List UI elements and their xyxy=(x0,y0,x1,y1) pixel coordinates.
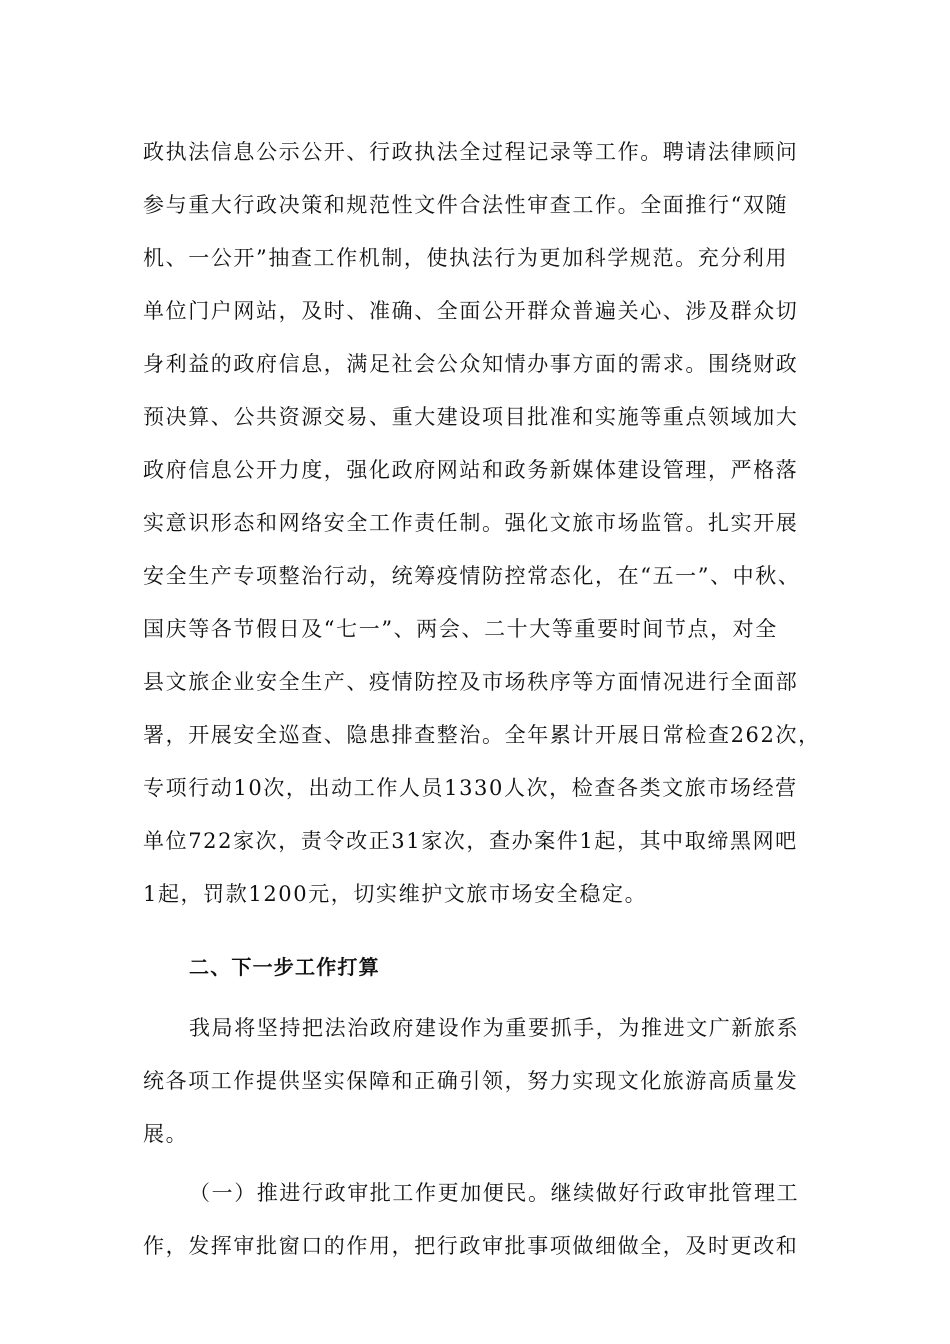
text-line: 统各项工作提供坚实保障和正确引领，努力实现文化旅游高质量发 xyxy=(143,1069,799,1093)
text-line: 单位722家次，责令改正31家次，查办案件1起，其中取缔黑网吧 xyxy=(143,829,798,853)
text-line: 署，开展安全巡查、隐患排查整治。全年累计开展日常检查262次， xyxy=(143,723,821,747)
text-line: 政府信息公开力度，强化政府网站和政务新媒体建设管理，严格落 xyxy=(143,458,799,482)
text-line: 我局将坚持把法治政府建设作为重要抓手，为推进文广新旅系 xyxy=(189,1016,800,1040)
text-line: 国庆等各节假日及“七一”、两会、二十大等重要时间节点，对全 xyxy=(143,617,778,641)
text-line: 专项行动10次，出动工作人员1330人次，检查各类文旅市场经营 xyxy=(143,776,798,800)
text-line: 参与重大行政决策和规范性文件合法性审查工作。全面推行“双随 xyxy=(143,193,789,217)
section-heading: 二、下一步工作打算 xyxy=(189,955,380,979)
text-line: 县文旅企业安全生产、疫情防控及市场秩序等方面情况进行全面部 xyxy=(143,670,799,694)
text-line: 作，发挥审批窗口的作用，把行政审批事项做细做全，及时更改和 xyxy=(143,1234,799,1258)
subsection-paragraph xyxy=(143,1167,805,1273)
text-line: 安全生产专项整治行动，统筹疫情防控常态化，在“五一”、中秋、 xyxy=(143,564,801,588)
spacer xyxy=(143,921,805,941)
spacer xyxy=(143,994,805,1002)
text-line: 机、一公开”抽查工作机制，使执法行为更加科学规范。充分利用 xyxy=(143,246,789,270)
text-line: 身利益的政府信息，满足社会公众知情办事方面的需求。围绕财政 xyxy=(143,352,799,376)
text-line: 单位门户网站，及时、准确、全面公开群众普遍关心、涉及群众切 xyxy=(143,299,799,323)
text-line: 实意识形态和网络安全工作责任制。强化文旅市场监管。扎实开展 xyxy=(143,511,799,535)
text-line: 1起，罚款1200元，切实维护文旅市场安全稳定。 xyxy=(143,882,648,906)
text-line: 政执法信息公示公开、行政执法全过程记录等工作。聘请法律顾问 xyxy=(143,140,799,164)
text-line: （一）推进行政审批工作更加便民。继续做好行政审批管理工 xyxy=(189,1181,800,1205)
text-line: 展。 xyxy=(143,1122,189,1146)
document-body xyxy=(143,126,821,1273)
text-line: 预决算、公共资源交易、重大建设项目批准和实施等重点领域加大 xyxy=(143,405,799,429)
paragraph-continued xyxy=(143,126,821,921)
intro-paragraph xyxy=(143,1002,805,1161)
